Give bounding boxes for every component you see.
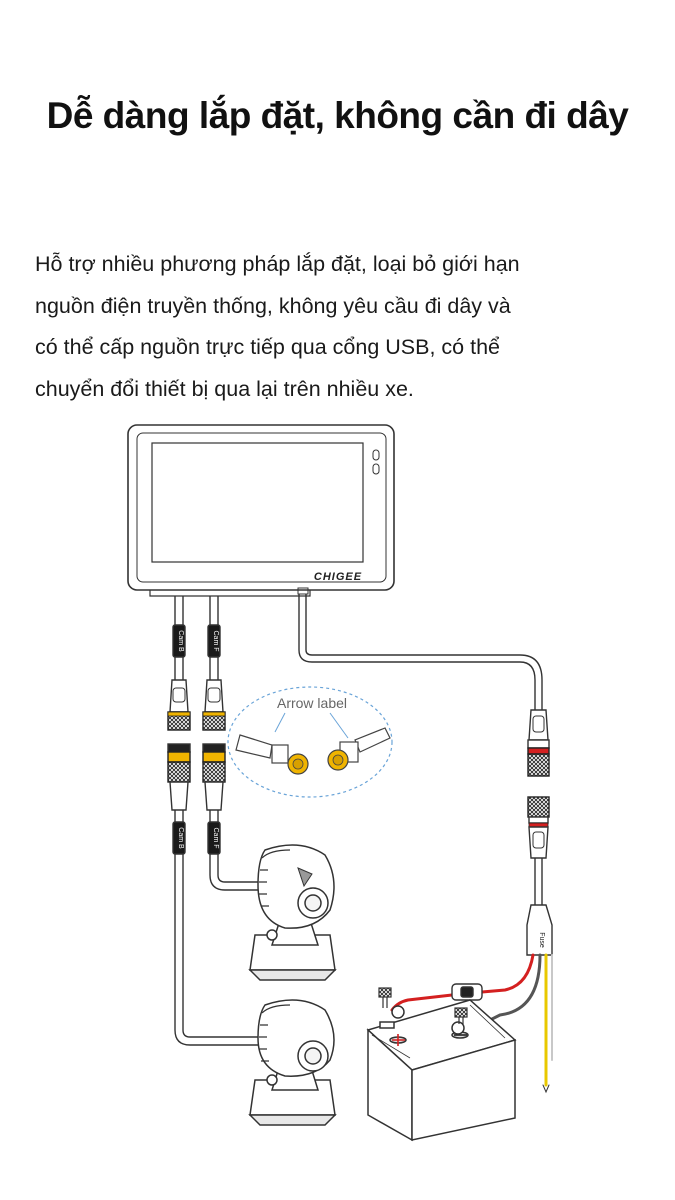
arrow-label-text: Arrow label (276, 695, 348, 711)
rear-camera (250, 1000, 335, 1125)
description-line: chuyển đổi thiết bị qua lại trên nhiều xe. (35, 376, 414, 401)
description-line: nguồn điện truyền thống, không yêu cầu đi dây và (35, 293, 511, 318)
description-line: có thể cấp nguồn trực tiếp qua cổng USB, có thể (35, 335, 500, 359)
battery (368, 1000, 515, 1140)
cam-b-cable-upper (168, 596, 190, 730)
page-title: Dễ dàng lắp đặt, không cần đi dây (46, 95, 629, 136)
cam-b-label-lower: Cam B (177, 827, 184, 849)
cam-f-cable-upper (203, 596, 225, 730)
fuse-label: Fuse (538, 932, 545, 948)
front-camera (250, 845, 335, 980)
cam-b-label-upper: Cam B (177, 630, 184, 652)
cam-f-label-lower: Cam F (212, 827, 219, 849)
brand-logo: CHIGEE (313, 571, 363, 583)
inline-fuse-holder (452, 984, 482, 1000)
cam-f-label-upper: Cam F (212, 630, 219, 652)
description-line: Hỗ trợ nhiều phương pháp lắp đặt, loại bỏ giới hạn (35, 252, 520, 276)
